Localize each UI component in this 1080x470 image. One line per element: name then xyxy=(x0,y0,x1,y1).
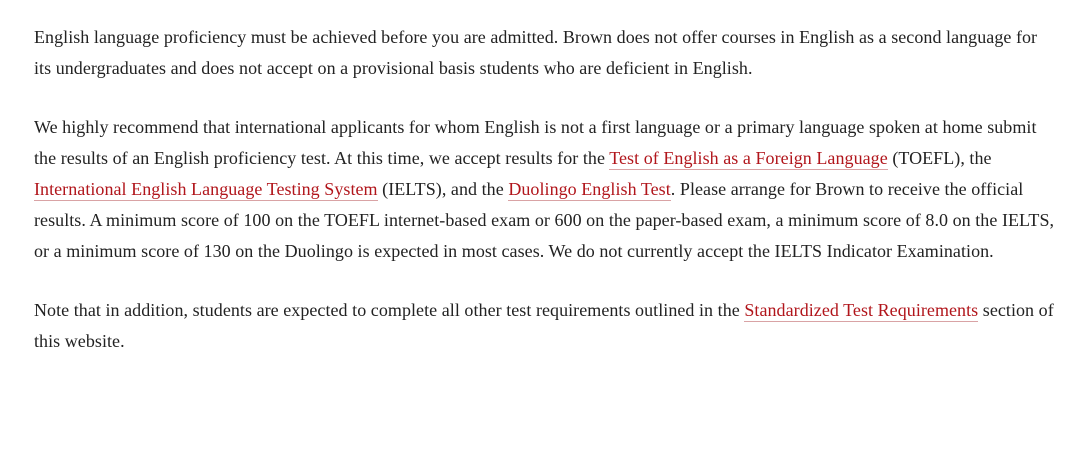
paragraph-text: Note that in addition, students are expected to complete all other test requirements outlined in the xyxy=(34,300,745,320)
paragraph-text: (IELTS), and the xyxy=(377,179,509,199)
paragraph-text: English language proficiency must be achieved before you are admitted. Brown does not offer courses in English as a second language for its undergraduates and does not accept on a provisional basis students who are deficient in English. xyxy=(34,27,1038,78)
ielts-link[interactable]: International English Language Testing System xyxy=(34,179,378,199)
standardized-test-requirements-link[interactable]: Standardized Test Requirements xyxy=(744,300,979,320)
paragraph-proficiency-requirement xyxy=(34,22,1056,84)
paragraph-test-options xyxy=(34,112,1056,267)
paragraph-text: . Please arrange for Brown to receive the official results. A minimum score of 100 on the TOEFL internet-based exam or 600 on the paper-based exam, a minimum score of 8.0 on the IELTS, or a minimum score of 130 on the Duolingo is expected in most cases. We do not currently accept the IELTS Indicator Examination. xyxy=(34,179,1055,261)
paragraph-text: section of this website. xyxy=(34,300,1054,351)
paragraph-text: We highly recommend that international applicants for whom English is not a first language or a primary language spoken at home submit the results of an English proficiency test. At this time, we accept results for the xyxy=(34,117,1037,168)
duolingo-link[interactable]: Duolingo English Test xyxy=(508,179,671,199)
toefl-link[interactable]: Test of English as a Foreign Language xyxy=(609,148,888,168)
paragraph-text: (TOEFL), the xyxy=(887,148,992,168)
paragraph-other-requirements xyxy=(34,295,1056,357)
